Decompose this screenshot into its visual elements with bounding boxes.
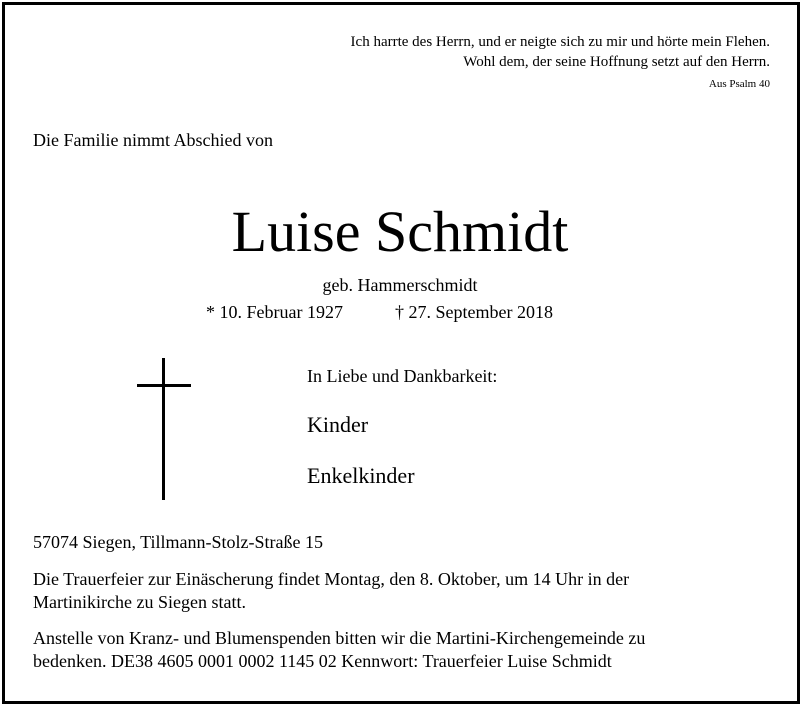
cross-horizontal-bar [137, 384, 191, 387]
funeral-service-info [33, 568, 753, 614]
birth-date: * 10. Februar 1927 [206, 302, 343, 322]
service-line-1: Die Trauerfeier zur Einäscherung findet Montag, den 8. Oktober, um 14 Uhr in der [33, 569, 630, 589]
mourner-group-children: Kinder [307, 412, 369, 437]
donation-line-1: Anstelle von Kranz- und Blumenspenden bitten wir die Martini-Kirchengemeinde zu [33, 628, 646, 648]
verse-source: Aus Psalm 40 [708, 78, 770, 90]
death-date: † 27. September 2018 [394, 302, 553, 322]
intro-text: Die Familie nimmt Abschied von [33, 130, 273, 150]
service-line-2: Martinikirche zu Siegen statt. [33, 592, 246, 612]
donation-info [33, 627, 753, 673]
life-dates [206, 302, 553, 323]
donation-line-2: bedenken. DE38 4605 0001 0002 1145 02 Kennwort: Trauerfeier Luise Schmidt [33, 651, 612, 671]
bible-verse [351, 32, 770, 72]
verse-line-2: Wohl dem, der seine Hoffnung setzt auf den Herrn. [463, 54, 770, 70]
cross-vertical-bar [162, 358, 165, 500]
maiden-name: geb. Hammerschmidt [322, 275, 478, 295]
mourner-group-grandchildren: Enkelkinder [307, 463, 415, 488]
family-address: 57074 Siegen, Tillmann-Stolz-Straße 15 [33, 532, 323, 552]
mourners-heading: In Liebe und Dankbarkeit: [307, 366, 498, 386]
deceased-name: Luise Schmidt [231, 199, 569, 264]
verse-line-1: Ich harrte des Herrn, und er neigte sich zu mir und hörte mein Flehen. [350, 34, 770, 50]
